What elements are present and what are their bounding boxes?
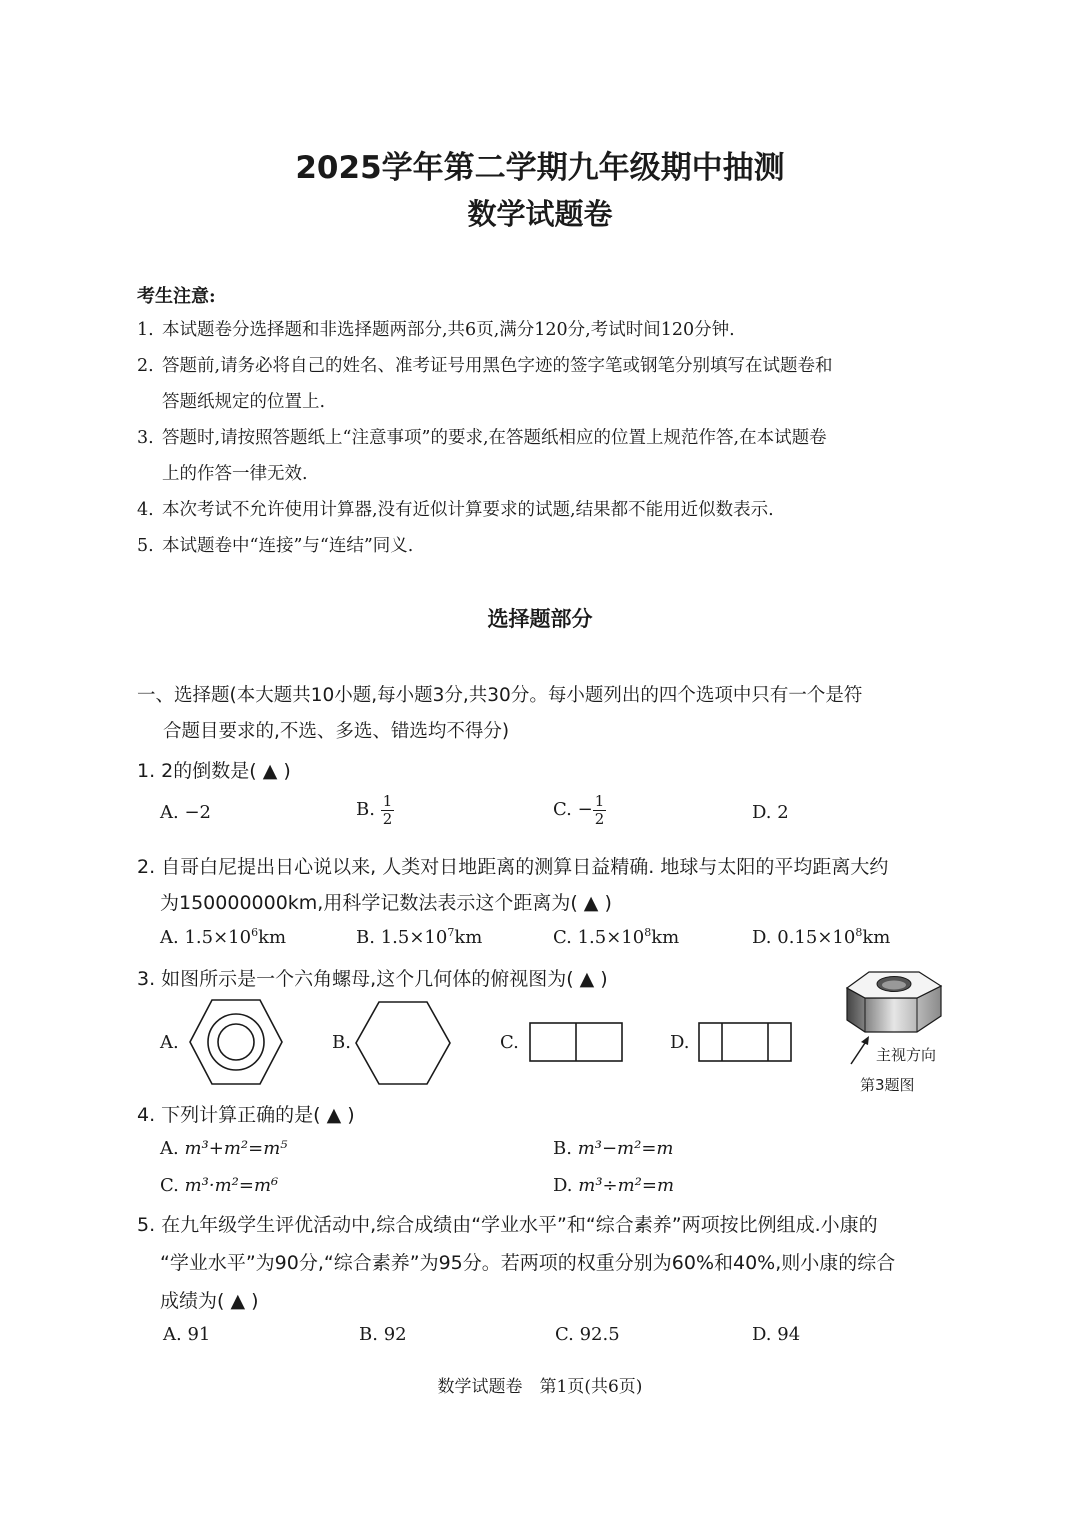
q3-option-a-label: A. (160, 1032, 179, 1053)
figure-caption: 第3题图 (860, 1076, 915, 1094)
q5-option-a: A. 91 (163, 1324, 211, 1345)
q3-option-d-label: D. (670, 1032, 690, 1053)
q5-option-b: B. 92 (359, 1324, 407, 1345)
notice-item-2: 2. 答题前,请务必将自己的姓名、准考证号用黑色字迹的签字笔或钢笔分别填写在试题卷和 (137, 356, 833, 376)
q2-option-c: C. $1.5\times 10^8km$ (553, 926, 680, 948)
question-1-stem: 1. 2的倒数是( ▲ ) (137, 760, 291, 782)
notice-item-2-cont: 答题纸规定的位置上. (162, 392, 326, 412)
question-4-stem: 4. 下列计算正确的是( ▲ ) (137, 1104, 355, 1126)
q3-option-c-rectangles-figure (529, 1022, 623, 1062)
q2-option-a: A. $1.5\times 10^6km$ (160, 926, 287, 948)
q1-option-c: C. − $\frac{1}{2}$ (553, 792, 605, 828)
exam-subtitle: 数学试题卷 (467, 197, 613, 231)
fraction: $\frac{1}{2}$ (382, 792, 393, 828)
q4-option-c: C. m³·m²=m⁶ (160, 1175, 279, 1196)
q3-option-b-label: B. (332, 1032, 351, 1053)
notice-item-1: 1. 本试题卷分选择题和非选择题两部分,共6页,满分120分,考试时间120分钟. (137, 320, 735, 340)
q4-option-a: A. m³+m²=m⁵ (160, 1138, 288, 1159)
direction-label: 主视方向 (876, 1046, 937, 1064)
part-one-instructions: 一、选择题(本大题共10小题,每小题3分,共30分。每小题列出的四个选项中只有一个是符 (137, 685, 863, 706)
question-3-stem: 3. 如图所示是一个六角螺母,这个几何体的俯视图为( ▲ ) (137, 968, 608, 990)
q1-option-b: B. $\frac{1}{2}$ (356, 792, 393, 828)
q5-option-c: C. 92.5 (555, 1324, 620, 1345)
page-footer: 数学试题卷 第1页(共6页) (437, 1377, 643, 1397)
question-5-stem-cont-2: 成绩为( ▲ ) (160, 1290, 259, 1312)
q3-option-a-hexagon-with-circle-figure (188, 998, 284, 1086)
question-5-stem: 5. 在九年级学生评优活动中,综合成绩由“学业水平”和“综合素养”两项按比例组成.小康的 (137, 1214, 878, 1236)
q5-option-d: D. 94 (752, 1324, 801, 1345)
notice-item-3-cont: 上的作答一律无效. (162, 464, 308, 484)
question-2-stem: 2. 自哥白尼提出日心说以来, 人类对日地距离的测算日益精确. 地球与太阳的平均距离大约 (137, 856, 889, 878)
part-one-instructions-cont: 合题目要求的,不选、多选、错选均不得分) (163, 721, 510, 742)
exam-title: 2025学年第二学期九年级期中抽测 (295, 150, 785, 186)
q4-option-d: D. m³÷m²=m (553, 1175, 675, 1196)
q3-option-c-label: C. (500, 1032, 519, 1053)
question-2-stem-cont: 为150000000km,用科学记数法表示这个距离为( ▲ ) (160, 892, 612, 914)
section-title: 选择题部分 (487, 607, 593, 631)
question-5-stem-cont-1: “学业水平”为90分,“综合素养”为95分。若两项的权重分别为60%和40%,则小康的综合 (160, 1252, 896, 1274)
q3-option-d-rectangles-figure (698, 1022, 792, 1062)
q1-option-a: A. −2 (160, 802, 212, 823)
notice-item-5: 5. 本试题卷中“连接”与“连结”同义. (137, 536, 414, 556)
q1-option-d: D. 2 (752, 802, 789, 823)
notice-item-3: 3. 答题时,请按照答题纸上“注意事项”的要求,在答题纸相应的位置上规范作答,在本试题卷 (137, 428, 827, 448)
q2-option-b: B. $1.5\times 10^7km$ (356, 926, 483, 948)
q2-option-d: D. $0.15\times 10^8km$ (752, 926, 891, 948)
notice-heading: 考生注意: (137, 286, 216, 307)
q3-option-b-hexagon-figure (354, 1000, 452, 1086)
q4-option-b: B. m³−m²=m (553, 1138, 674, 1159)
fraction: $\frac{1}{2}$ (594, 792, 605, 828)
notice-item-4: 4. 本次考试不允许使用计算器,没有近似计算要求的试题,结果都不能用近似数表示. (137, 500, 774, 520)
